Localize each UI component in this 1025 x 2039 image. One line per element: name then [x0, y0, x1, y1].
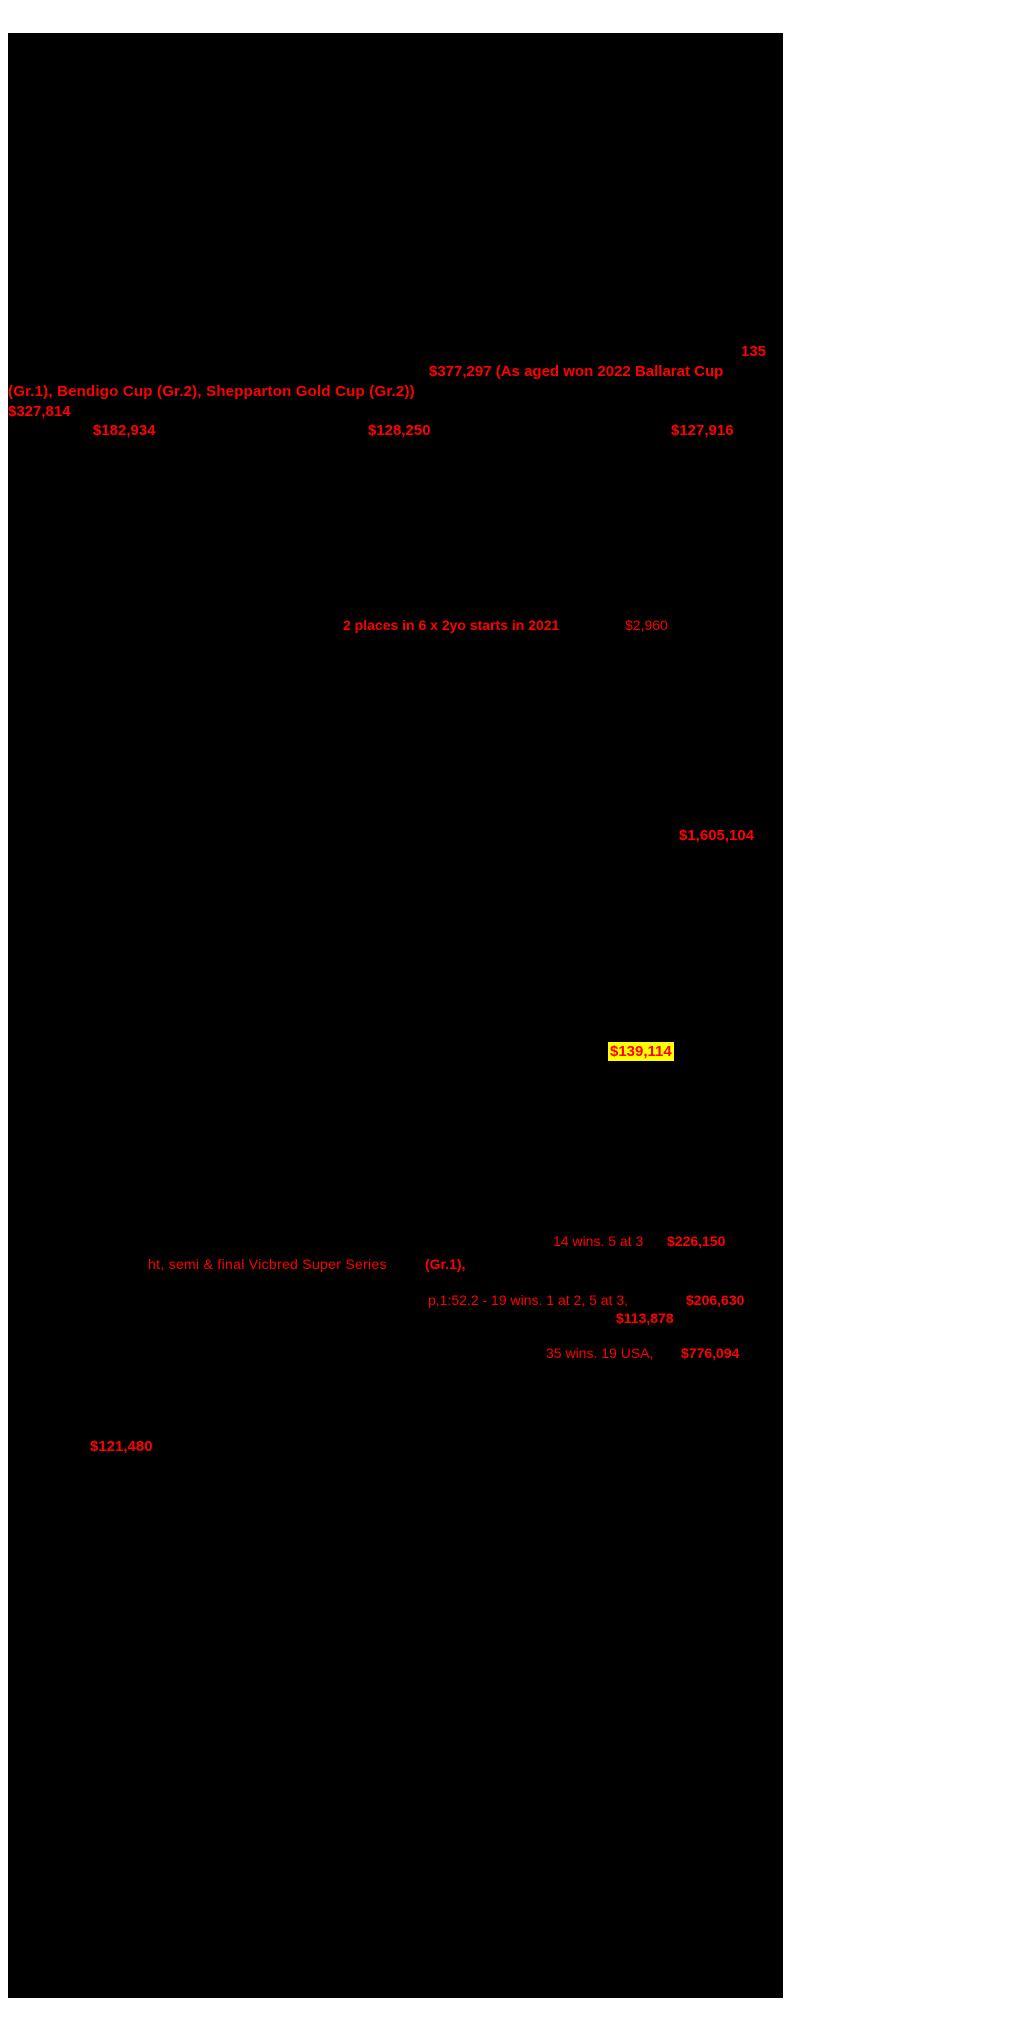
annotation-earnings-128250: $128,250 — [368, 422, 431, 439]
annotation-wins-35-usa: 35 wins. 19 USA, — [546, 1345, 654, 1361]
annotation-earnings-121480: $121,480 — [90, 1438, 153, 1455]
annotation-wins-14: 14 wins. 5 at 3 — [553, 1233, 644, 1249]
annotation-earnings-776094: $776,094 — [681, 1345, 740, 1361]
annotation-earnings-327814: $327,814 — [8, 403, 71, 420]
annotation-earnings-377297: $377,297 (As aged won 2022 Ballarat Cup — [429, 363, 724, 380]
document-sheet — [8, 33, 783, 1998]
annotation-earnings-127916: $127,916 — [671, 422, 734, 439]
annotation-earnings-206630: $206,630 — [686, 1292, 745, 1308]
annotation-earnings-2960: $2,960 — [625, 617, 668, 633]
annotation-earnings-1605104: $1,605,104 — [679, 827, 755, 844]
annotation-heat-semi-final: ht, semi & final Vicbred Super Series — [148, 1256, 387, 1272]
annotation-mark-wins-line: p,1:52.2 - 19 wins. 1 at 2, 5 at 3, — [428, 1292, 629, 1308]
annotation-earnings-139114-highlighted: $139,114 — [610, 1043, 672, 1060]
annotation-earnings-226150: $226,150 — [667, 1233, 726, 1249]
annotation-vicbred-grade: (Gr.1), — [425, 1256, 466, 1272]
annotation-count-135: 135 — [741, 343, 767, 360]
annotation-earnings-182934: $182,934 — [93, 422, 156, 439]
annotation-places-note: 2 places in 6 x 2yo starts in 2021 — [343, 617, 560, 633]
annotation-earnings-113878: $113,878 — [616, 1310, 674, 1326]
annotation-group-races-line: (Gr.1), Bendigo Cup (Gr.2), Shepparton Gold Cup (Gr.2)) — [8, 383, 415, 400]
